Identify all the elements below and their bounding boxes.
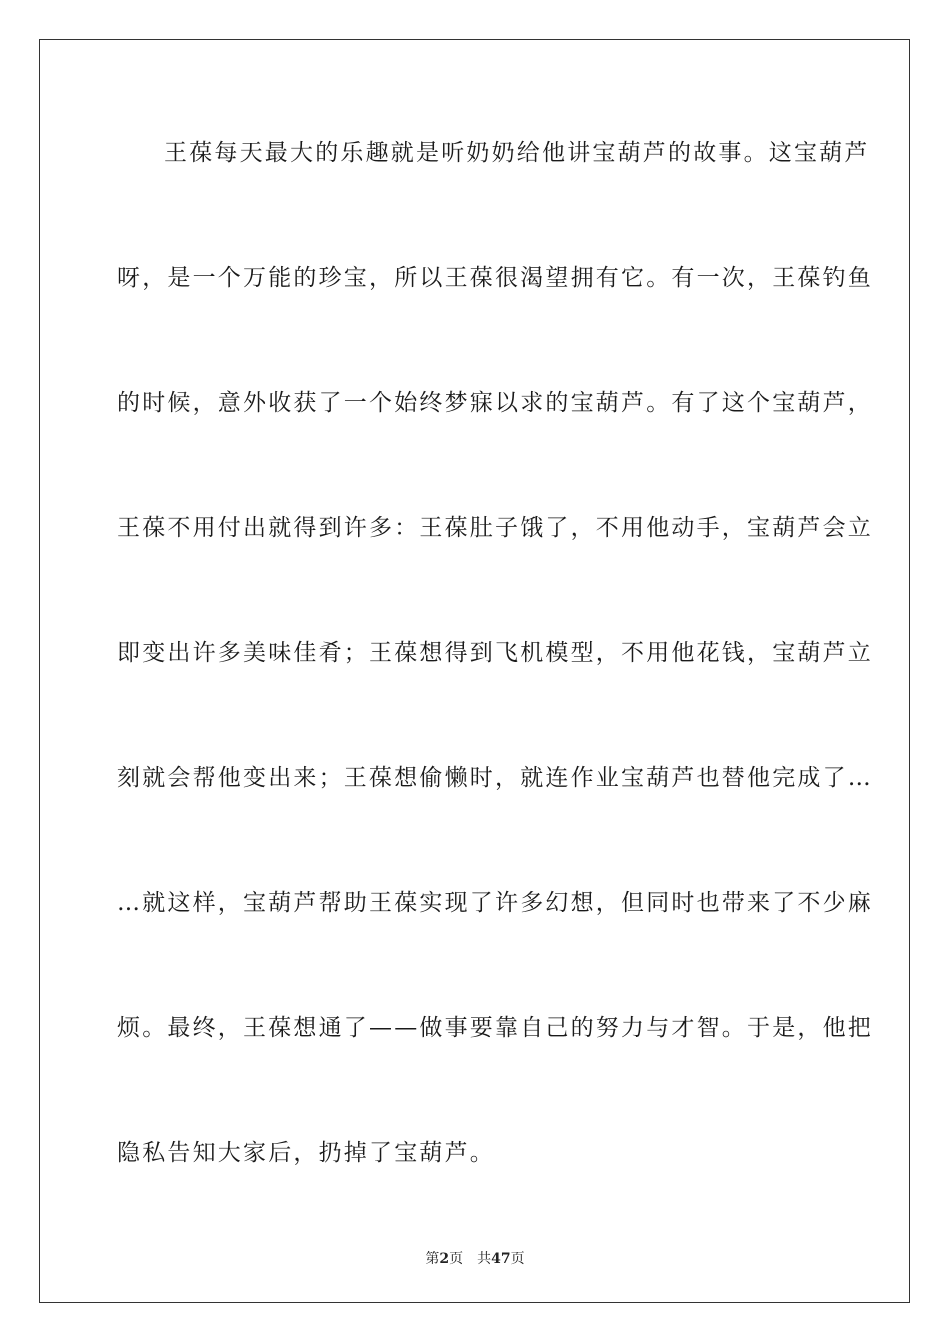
page-prefix: 第 xyxy=(425,1251,440,1267)
page-number: 2 xyxy=(439,1251,450,1267)
page-footer xyxy=(0,1248,950,1268)
total-prefix: 共 xyxy=(477,1251,492,1267)
text-line: 王葆不用付出就得到许多：王葆肚子饿了，不用他动手，宝葫芦会立 xyxy=(117,515,873,541)
total-suffix: 页 xyxy=(510,1251,525,1267)
text-line: 刻就会帮他变出来；王葆想偷懒时，就连作业宝葫芦也替他完成了… xyxy=(117,765,873,791)
text-line: 烦。最终，王葆想通了——做事要靠自己的努力与才智。于是，他把 xyxy=(117,1015,873,1041)
text-line: 呀，是一个万能的珍宝，所以王葆很渴望拥有它。有一次，王葆钓鱼 xyxy=(117,265,873,291)
text-line: 即变出许多美味佳肴；王葆想得到飞机模型，不用他花钱，宝葫芦立 xyxy=(117,640,873,666)
text-line: 隐私告知大家后，扔掉了宝葫芦。 xyxy=(117,1140,495,1166)
total-pages: 47 xyxy=(491,1251,511,1267)
text-line: 王葆每天最大的乐趣就是听奶奶给他讲宝葫芦的故事。这宝葫芦 xyxy=(164,140,870,166)
text-line: …就这样，宝葫芦帮助王葆实现了许多幻想，但同时也带来了不少麻 xyxy=(117,890,873,916)
page-suffix: 页 xyxy=(449,1251,464,1267)
body-text xyxy=(117,123,873,1248)
text-line: 的时候，意外收获了一个始终梦寐以求的宝葫芦。有了这个宝葫芦， xyxy=(117,390,873,416)
